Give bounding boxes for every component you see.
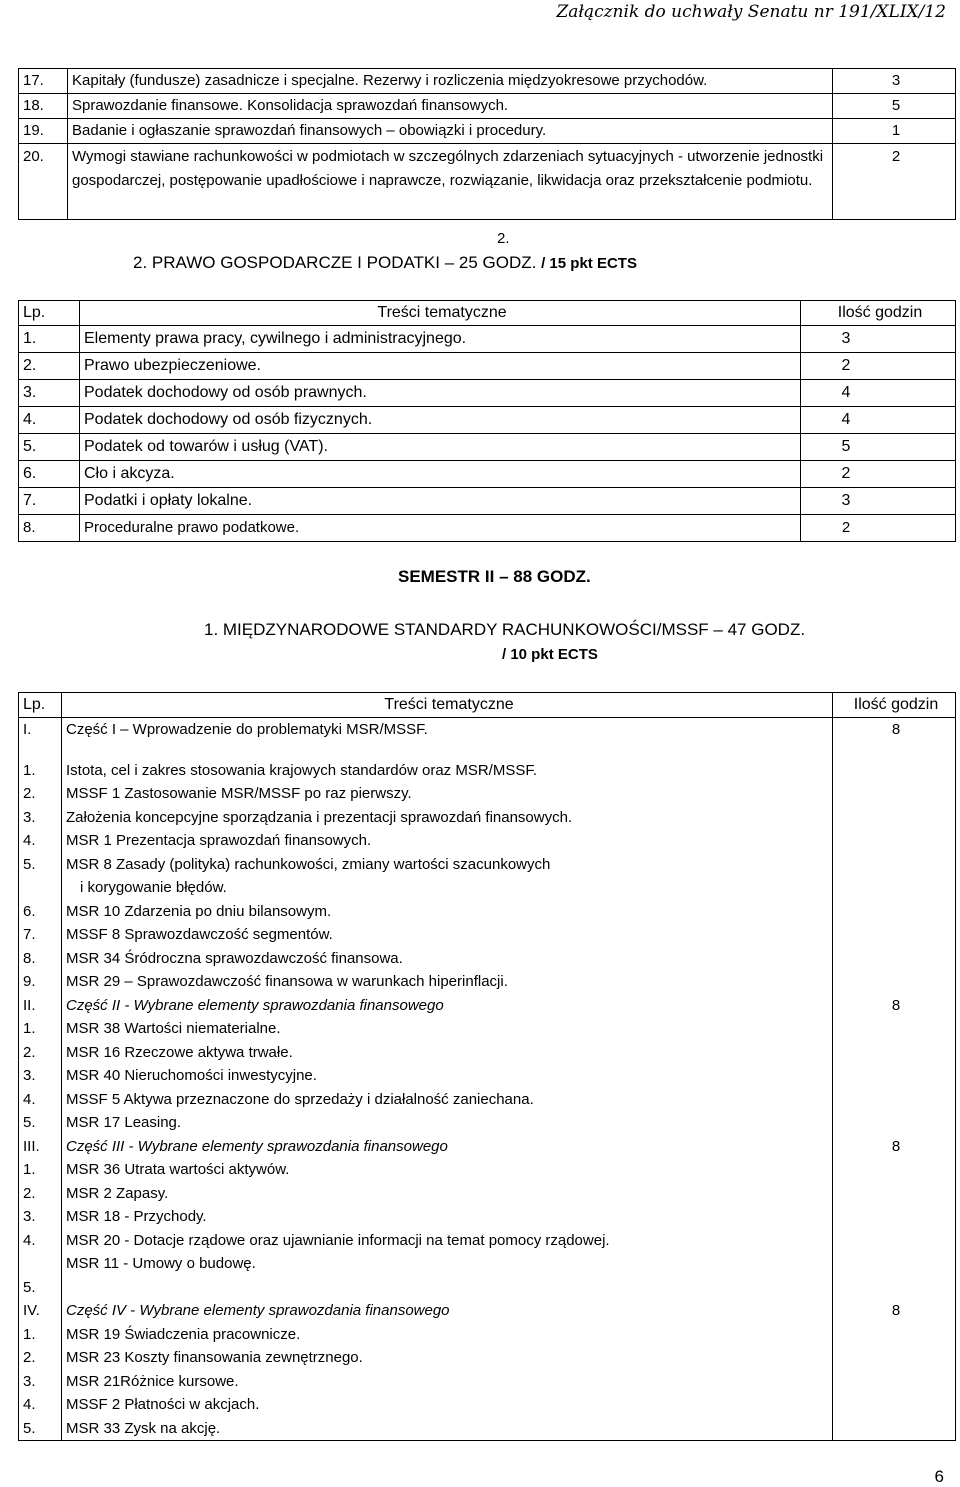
item-number: 4. [23,1396,36,1413]
row-number: 5. [19,434,80,461]
item-text: MSR 34 Śródroczna sprawozdawczość finansowa. [66,949,403,967]
item-number: 3. [23,1067,36,1084]
table-row [19,488,956,515]
item-text: MSR 2 Zapasy. [66,1184,169,1202]
row-hours: 2 [841,357,851,374]
row-hours: 4 [841,384,851,401]
row-hours: 3 [833,69,956,94]
item-number [23,876,61,900]
table-law-topics [18,300,956,542]
item-number: 2. [23,785,36,802]
part-title: Część III - Wybrane elementy sprawozdania finansowego [66,1137,448,1155]
item-number: 2. [23,1184,36,1202]
item-number: III. [23,1137,40,1155]
row-hours: 2 [841,465,851,482]
item-text: MSSF 5 Aktywa przeznaczone do sprzedaży i działalność zaniechana. [66,1090,534,1108]
part-hours: 8 [891,721,901,738]
part-title: Część II - Wybrane elementy sprawozdania finansowego [66,996,444,1014]
item-text: MSR 1 Prezentacja sprawozdań finansowych. [66,832,372,849]
part-number: I. [23,721,32,738]
item-number: 1. [23,761,36,779]
row-hours: 1 [833,119,956,144]
item-text: MSSF 2 Płatności w akcjach. [66,1396,260,1413]
row-text: Prawo ubezpieczeniowe. [80,353,801,380]
row-number: 4. [19,407,80,434]
item-hours-value [837,970,955,994]
item-hours-value [837,1346,955,1370]
part-title: Część IV - Wybrane elementy sprawozdania finansowego [66,1302,450,1319]
item-text: MSR 40 Nieruchomości inwestycyjne. [66,1067,317,1084]
item-hours-value [837,1252,955,1276]
row-hours: 2 [841,519,851,536]
item-number: 6. [23,902,36,920]
header-content: Treści tematyczne [62,693,833,718]
item-number: 2. [23,1349,36,1366]
item-number: 4. [23,832,36,849]
section-title: 1. MIĘDZYNARODOWE STANDARDY RACHUNKOWOŚCI/MSSF – 47 GODZ. [204,620,806,639]
item-text: MSSF 8 Sprawozdawczość segmentów. [66,926,333,943]
row-text: Wymogi stawiane rachunkowości w podmiotach w szczególnych zdarzeniach sytuacyjnych - utworzenie jednostki gospodarczej, postępowanie upadłościowe i naprawcze, rozwiązanie, likwidacja oraz przekształcenie podmiotu. [68,144,833,220]
item-hours-value [837,1370,955,1394]
item-text: MSR 33 Zysk na akcję. [66,1419,221,1437]
item-text: MSR 20 - Dotacje rządowe oraz ujawnianie informacji na temat pomocy rządowej. [66,1231,610,1249]
item-hours-value [837,1158,955,1182]
item-number: 4. [23,1231,36,1249]
section-title-text: 2. PRAWO GOSPODARCZE I PODATKI – 25 GODZ. [133,253,537,272]
item-hours-value [837,1182,955,1206]
semester-heading: SEMESTR II – 88 GODZ. [398,567,591,586]
section-number: 2. [497,230,510,247]
item-text: MSR 8 Zasady (polityka) rachunkowości, zmiany wartości szacunkowych [66,855,551,873]
item-text: MSR 18 - Przychody. [66,1208,207,1225]
table-row [19,461,956,488]
item-number: 7. [23,926,36,943]
item-number: IV. [23,1302,40,1319]
item-text: MSR 29 – Sprawozdawczość finansowa w warunkach hiperinflacji. [66,973,508,990]
page-number: 6 [934,1467,944,1486]
item-hours-value [837,1041,955,1065]
section-ects: / 15 pkt ECTS [541,255,637,272]
item-hours-value [837,1064,955,1088]
item-number: 1. [23,1325,36,1343]
item-number: 8. [23,949,36,967]
row-number: 7. [19,488,80,515]
row-number: 6. [19,461,80,488]
item-hours-value [837,829,955,853]
row-number: 2. [19,353,80,380]
item-hours-value [837,1111,955,1135]
row-text: Podatek dochodowy od osób prawnych. [80,380,801,407]
item-number: 3. [23,808,36,826]
item-hours-value: 8 [891,1137,901,1155]
section-ects: / 10 pkt ECTS [502,646,598,663]
item-text: Założenia koncepcyjne sporządzania i prezentacji sprawozdań finansowych. [66,808,573,826]
item-hours-value [837,1229,955,1253]
table-header-row [19,693,956,718]
item-hours-value [837,947,955,971]
item-hours-value [837,876,955,900]
table-row [19,326,956,353]
item-number: 2. [23,1043,36,1061]
item-hours-value [837,1205,955,1229]
item-texts [66,759,832,1441]
part-title: Część I – Wprowadzenie do problematyki MSR/MSSF. [66,721,428,738]
header-lp: Lp. [19,693,62,718]
item-hours [837,759,955,1441]
document-header: Załącznik do uchwały Senatu nr 191/XLIX/12 [556,2,946,22]
item-hours-value [837,1323,955,1347]
item-hours-value [837,1276,955,1300]
item-text [66,1276,832,1300]
table-row [19,94,956,119]
row-hours: 5 [841,438,851,455]
item-text: MSR 10 Zdarzenia po dniu bilansowym. [66,902,332,920]
row-number: 17. [19,69,68,94]
table-row [19,515,956,542]
item-number: 5. [23,1114,36,1131]
item-hours-value [837,900,955,924]
item-text: i korygowanie błędów. [80,879,227,896]
header-content: Treści tematyczne [80,301,801,326]
row-number: 19. [19,119,68,144]
row-text: Kapitały (fundusze) zasadnicze i specjalne. Rezerwy i rozliczenia międzyokresowe przychodów. [68,69,833,94]
item-hours-value [837,1017,955,1041]
item-text: MSSF 1 Zastosowanie MSR/MSSF po raz pierwszy. [66,785,412,802]
row-text: Cło i akcyza. [80,461,801,488]
item-hours-value [837,923,955,947]
row-text: Podatek dochodowy od osób fizycznych. [80,407,801,434]
item-text: MSR 19 Świadczenia pracownicze. [66,1325,301,1343]
item-hours-value [837,853,955,877]
item-hours-value [837,782,955,806]
table-accounting-topics [18,68,956,220]
row-text: Badanie i ogłaszanie sprawozdań finansowych – obowiązki i procedury. [68,119,833,144]
header-hours: Ilość godzin [833,693,956,718]
item-numbers [23,759,61,1441]
item-text: MSR 16 Rzeczowe aktywa trwałe. [66,1043,293,1061]
row-hours: 3 [841,492,851,509]
item-text: MSR 21Różnice kursowe. [66,1372,239,1390]
item-text: MSR 17 Leasing. [66,1114,182,1131]
table-row [19,144,956,220]
table-ifrs-topics [18,692,956,1441]
row-text: Podatki i opłaty lokalne. [80,488,801,515]
row-hours: 5 [833,94,956,119]
item-hours-value [837,806,955,830]
item-number: 3. [23,1208,36,1225]
row-number: 20. [19,144,68,220]
table-row [19,119,956,144]
item-number: 5. [23,1278,36,1296]
row-text: Proceduralne prawo podatkowe. [80,515,801,542]
row-hours: 4 [841,411,851,428]
header-lp: Lp. [19,301,80,326]
item-hours-value [837,1088,955,1112]
section-title [133,253,637,273]
item-number: 3. [23,1372,36,1390]
row-number: 3. [19,380,80,407]
item-number: 9. [23,973,36,990]
item-text: MSR 23 Koszty finansowania zewnętrznego. [66,1349,363,1366]
item-hours-value: 8 [891,1302,901,1319]
item-hours-value: 8 [891,996,901,1014]
item-number [23,1252,61,1276]
item-text: MSR 36 Utrata wartości aktywów. [66,1161,290,1178]
row-number: 18. [19,94,68,119]
item-hours-value [837,1417,955,1441]
table-row [19,353,956,380]
table-header-row [19,301,956,326]
table-row [19,69,956,94]
item-text: MSR 38 Wartości niematerialne. [66,1020,281,1037]
item-text: MSR 11 - Umowy o budowę. [66,1255,256,1272]
item-number: II. [23,996,36,1014]
item-number: 5. [23,855,36,873]
table-row [19,407,956,434]
item-hours-value [837,759,955,783]
row-number: 1. [19,326,80,353]
item-number: 5. [23,1419,36,1437]
row-hours: 2 [833,144,956,220]
row-text: Elementy prawa pracy, cywilnego i administracyjnego. [80,326,801,353]
row-text: Podatek od towarów i usług (VAT). [80,434,801,461]
row-text: Sprawozdanie finansowe. Konsolidacja sprawozdań finansowych. [68,94,833,119]
item-number: 4. [23,1090,36,1108]
table-row [19,434,956,461]
item-hours-value [837,1393,955,1417]
item-text: Istota, cel i zakres stosowania krajowych standardów oraz MSR/MSSF. [66,761,538,779]
item-number: 1. [23,1020,36,1037]
row-hours: 3 [841,330,851,347]
header-hours: Ilość godzin [801,301,956,326]
item-number: 1. [23,1161,36,1178]
table-row [19,380,956,407]
table-body-row [19,718,956,1441]
row-number: 8. [19,515,80,542]
